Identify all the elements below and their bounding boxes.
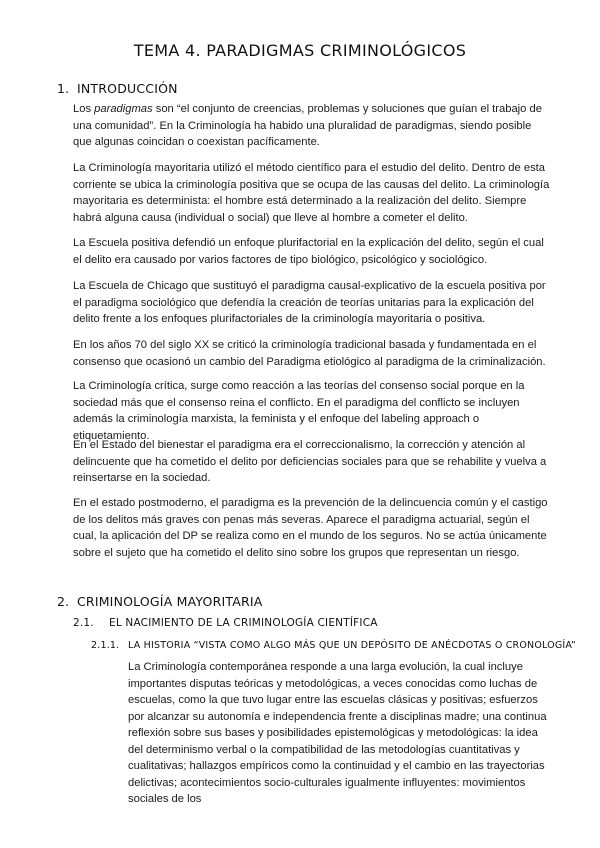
paragraph-anos-70: En los años 70 del siglo XX se criticó la criminología tradicional basada y fundamentada en el consenso que ocasionó un cambio del Paradigma etiológico al paradigma de la criminalización. — [73, 339, 546, 368]
paradigmas-italic: paradigmas — [94, 103, 153, 115]
paragraph-estado-bienestar: En el Estado del bienestar el paradigma era el correccionalismo, la corrección y atención al delincuente que ha cometido el delito por deficiencias sociales para que se rehabilite y vuelva a reinsertarse en la sociedad. — [73, 439, 547, 484]
subsubsection-2-1-1-number: 2.1.1. — [91, 640, 120, 651]
section-1-heading — [57, 81, 178, 96]
paragraph-escuela-positiva: La Escuela positiva defendió un enfoque plurifactorial en la explicación del delito, según el cual el delito era causado por varios factores de tipo biológico, psicológico y sociológico. — [73, 237, 544, 266]
section-1-number: 1. — [57, 81, 70, 96]
subsection-2-1-number: 2.1. — [73, 617, 94, 629]
intro-paragraph: Los paradigmas son “el conjunto de creencias, problemas y soluciones que guían el trabajo de una comunidad”. En la Criminología ha habido una pluralidad de paradigmas, siendo posible que algunas coincidan o coexistan pacíficamente. — [73, 103, 542, 148]
paragraph-criminologia-contemporanea: La Criminología contemporánea responde a una larga evolución, la cual incluye importantes disputas teóricas y metodológicas, a veces conocidas como luchas de escuelas, como la que tuvo lugar entre las escuelas clásicas y positivas; esfuerzos por alcanzar su autonomía e independencia frente a disciplinas madre; una continua reflexión sobre sus bases y posibilidades epistemológicas y metodológicas: la idea del determinismo verbal o la compatibilidad de las metodologías cuantitativas y cualitativas; hallazgos empíricos como la continuidad y el cambio en las trayectorias delictivas; acontecimientos socio-culturales igualmente influyentes: movimientos sociales de los — [128, 661, 547, 805]
paragraph-criminologia-mayoritaria: La Criminología mayoritaria utilizó el método científico para el estudio del delito. Dentro de esta corriente se ubica la criminología positiva que se ocupa de las causas del delito. La criminología mayoritaria es determinista: el hombre está determinado a la realización del delito. Siempre habrá alguna causa (individual o social) que lleve al hombre a cometer el delito. — [73, 162, 550, 224]
section-2-number: 2. — [57, 594, 70, 609]
section-2-title: CRIMINOLOGÍA MAYORITARIA — [77, 594, 263, 609]
section-2-heading — [57, 594, 262, 609]
subsection-2-1-title: EL NACIMIENTO DE LA CRIMINOLOGÍA CIENTÍFICA — [109, 617, 378, 629]
subsubsection-2-1-1-heading — [91, 640, 576, 651]
paragraph-escuela-chicago: La Escuela de Chicago que sustituyó el paradigma causal-explicativo de la escuela positiva por el paradigma sociológico que defendía la creación de teorías unitarias para la explicación del delito frente a los enfoques plurifactoriales de la criminología mayoritaria o positiva. — [73, 280, 546, 325]
paragraph-estado-postmoderno: En el estado postmoderno, el paradigma es la prevención de la delincuencia común y el castigo de los delitos más graves con penas más severas. Aparece el paradigma actuarial, según el cual, la aplicación del DP se realiza como en el mundo de los seguros. No se actúa únicamente sobre el sujeto que ha cometido el delito sino sobre los grupos que representan un riesgo. — [73, 497, 548, 559]
subsubsection-2-1-1-title: LA HISTORIA “VISTA COMO ALGO MÁS QUE UN DEPÓSITO DE ANÉCDOTAS O CRONOLOGÍA” — [128, 640, 577, 651]
document-title: TEMA 4. PARADIGMAS CRIMINOLÓGICOS — [133, 41, 467, 60]
section-1-title: INTRODUCCIÓN — [77, 81, 178, 96]
paragraph-criminologia-critica: La Criminología crítica, surge como reacción a las teorías del consenso social porque en la sociedad más que el consenso reina el conflicto. En el paradigma del conflicto se incluyen además la criminología marxista, la feminista y el enfoque del labeling approach o etiquetamiento. — [73, 380, 525, 442]
subsection-2-1-heading — [73, 617, 378, 629]
